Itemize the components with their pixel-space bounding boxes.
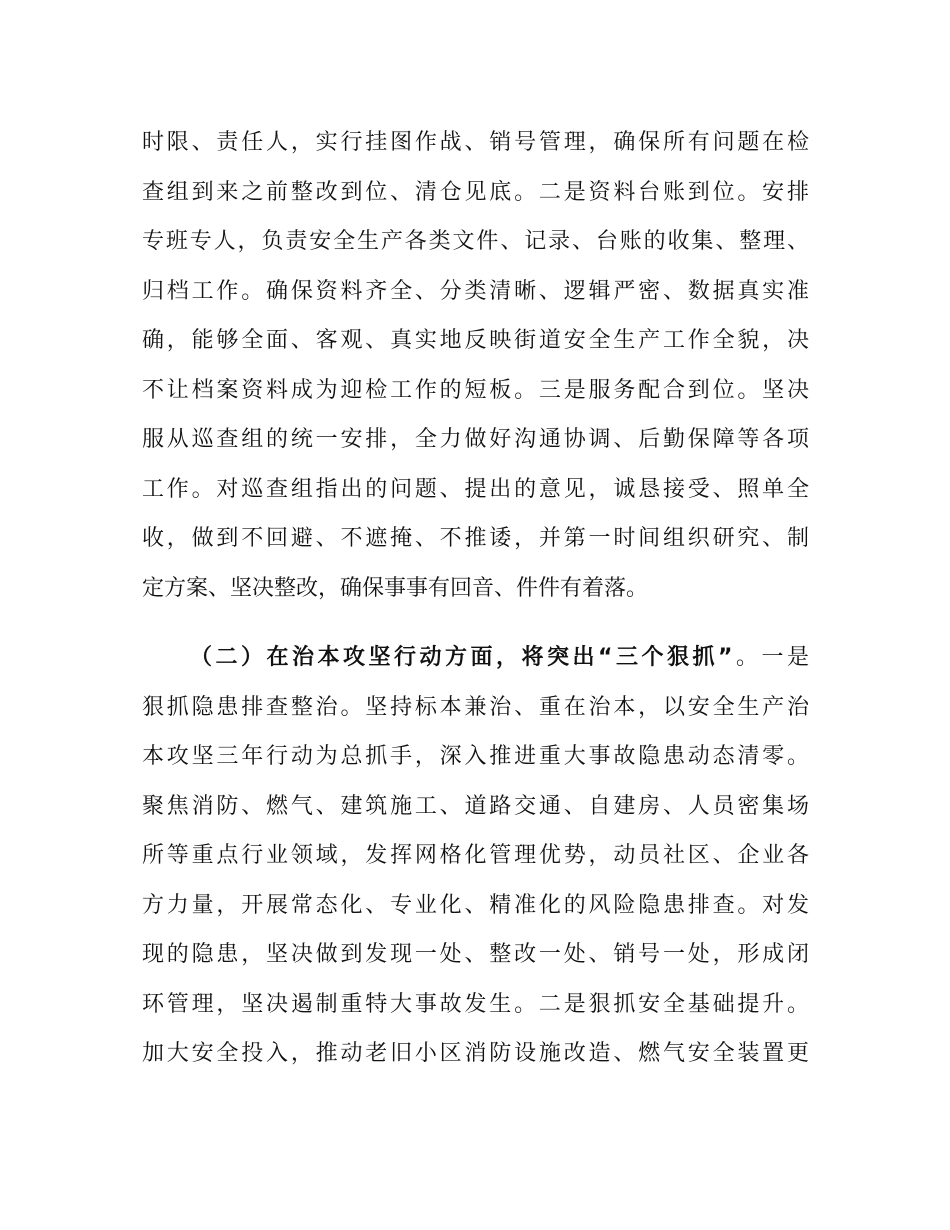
text-line: 查组到来之前整改到位、清仓见底。二是资料台账到位。安排 [142, 179, 809, 205]
text-line: 本攻坚三年行动为总抓手，深入推进重大事故隐患动态清零。 [142, 744, 809, 769]
document-page [142, 118, 809, 1079]
text-line: 加大安全投入，推动老旧小区消防设施改造、燃气安全装置更 [142, 1041, 809, 1066]
text-line: 收，做到不回避、不遮掩、不推诿，并第一时间组织研究、制 [142, 526, 809, 551]
text-line: 狠抓隐患排查整治。坚持标本兼治、重在治本，以安全生产治 [142, 694, 809, 720]
text-line: 不让档案资料成为迎检工作的短板。三是服务配合到位。坚决 [142, 377, 809, 403]
text-line: 确，能够全面、客观、真实地反映街道安全生产工作全貌，决 [142, 328, 809, 353]
text-line: 归档工作。确保资料齐全、分类清晰、逻辑严密、数据真实准 [142, 278, 809, 304]
text-line: 专班专人，负责安全生产各类文件、记录、台账的收集、整理、 [142, 229, 809, 254]
text-line: 方力量，开展常态化、专业化、精准化的风险隐患排查。对发 [142, 892, 809, 918]
text-line: 所等重点行业领域，发挥网格化管理优势，动员社区、企业各 [142, 843, 809, 868]
text-line: 环管理，坚决遏制重特大事故发生。二是狠抓安全基础提升。 [142, 991, 809, 1017]
paragraph-1 [142, 118, 809, 613]
text-line: 工作。对巡查组指出的问题、提出的意见，诚恳接受、照单全 [142, 476, 809, 502]
section-heading: （二）在治本攻坚行动方面，将突出“三个狠抓” [190, 645, 733, 670]
heading-tail: 。一是 [732, 645, 809, 670]
text-line: 现的隐患，坚决做到发现一处、整改一处、销号一处，形成闭 [142, 942, 809, 967]
section-heading-line [142, 633, 809, 683]
text-line: 时限、责任人，实行挂图作战、销号管理，确保所有问题在检 [142, 130, 809, 155]
paragraph-2 [142, 633, 809, 1079]
text-line: 定方案、坚决整改，确保事事有回音、件件有着落。 [142, 575, 649, 601]
text-line: 聚焦消防、燃气、建筑施工、道路交通、自建房、人员密集场 [142, 793, 809, 819]
text-line: 服从巡查组的统一安排，全力做好沟通协调、后勤保障等各项 [142, 427, 809, 452]
